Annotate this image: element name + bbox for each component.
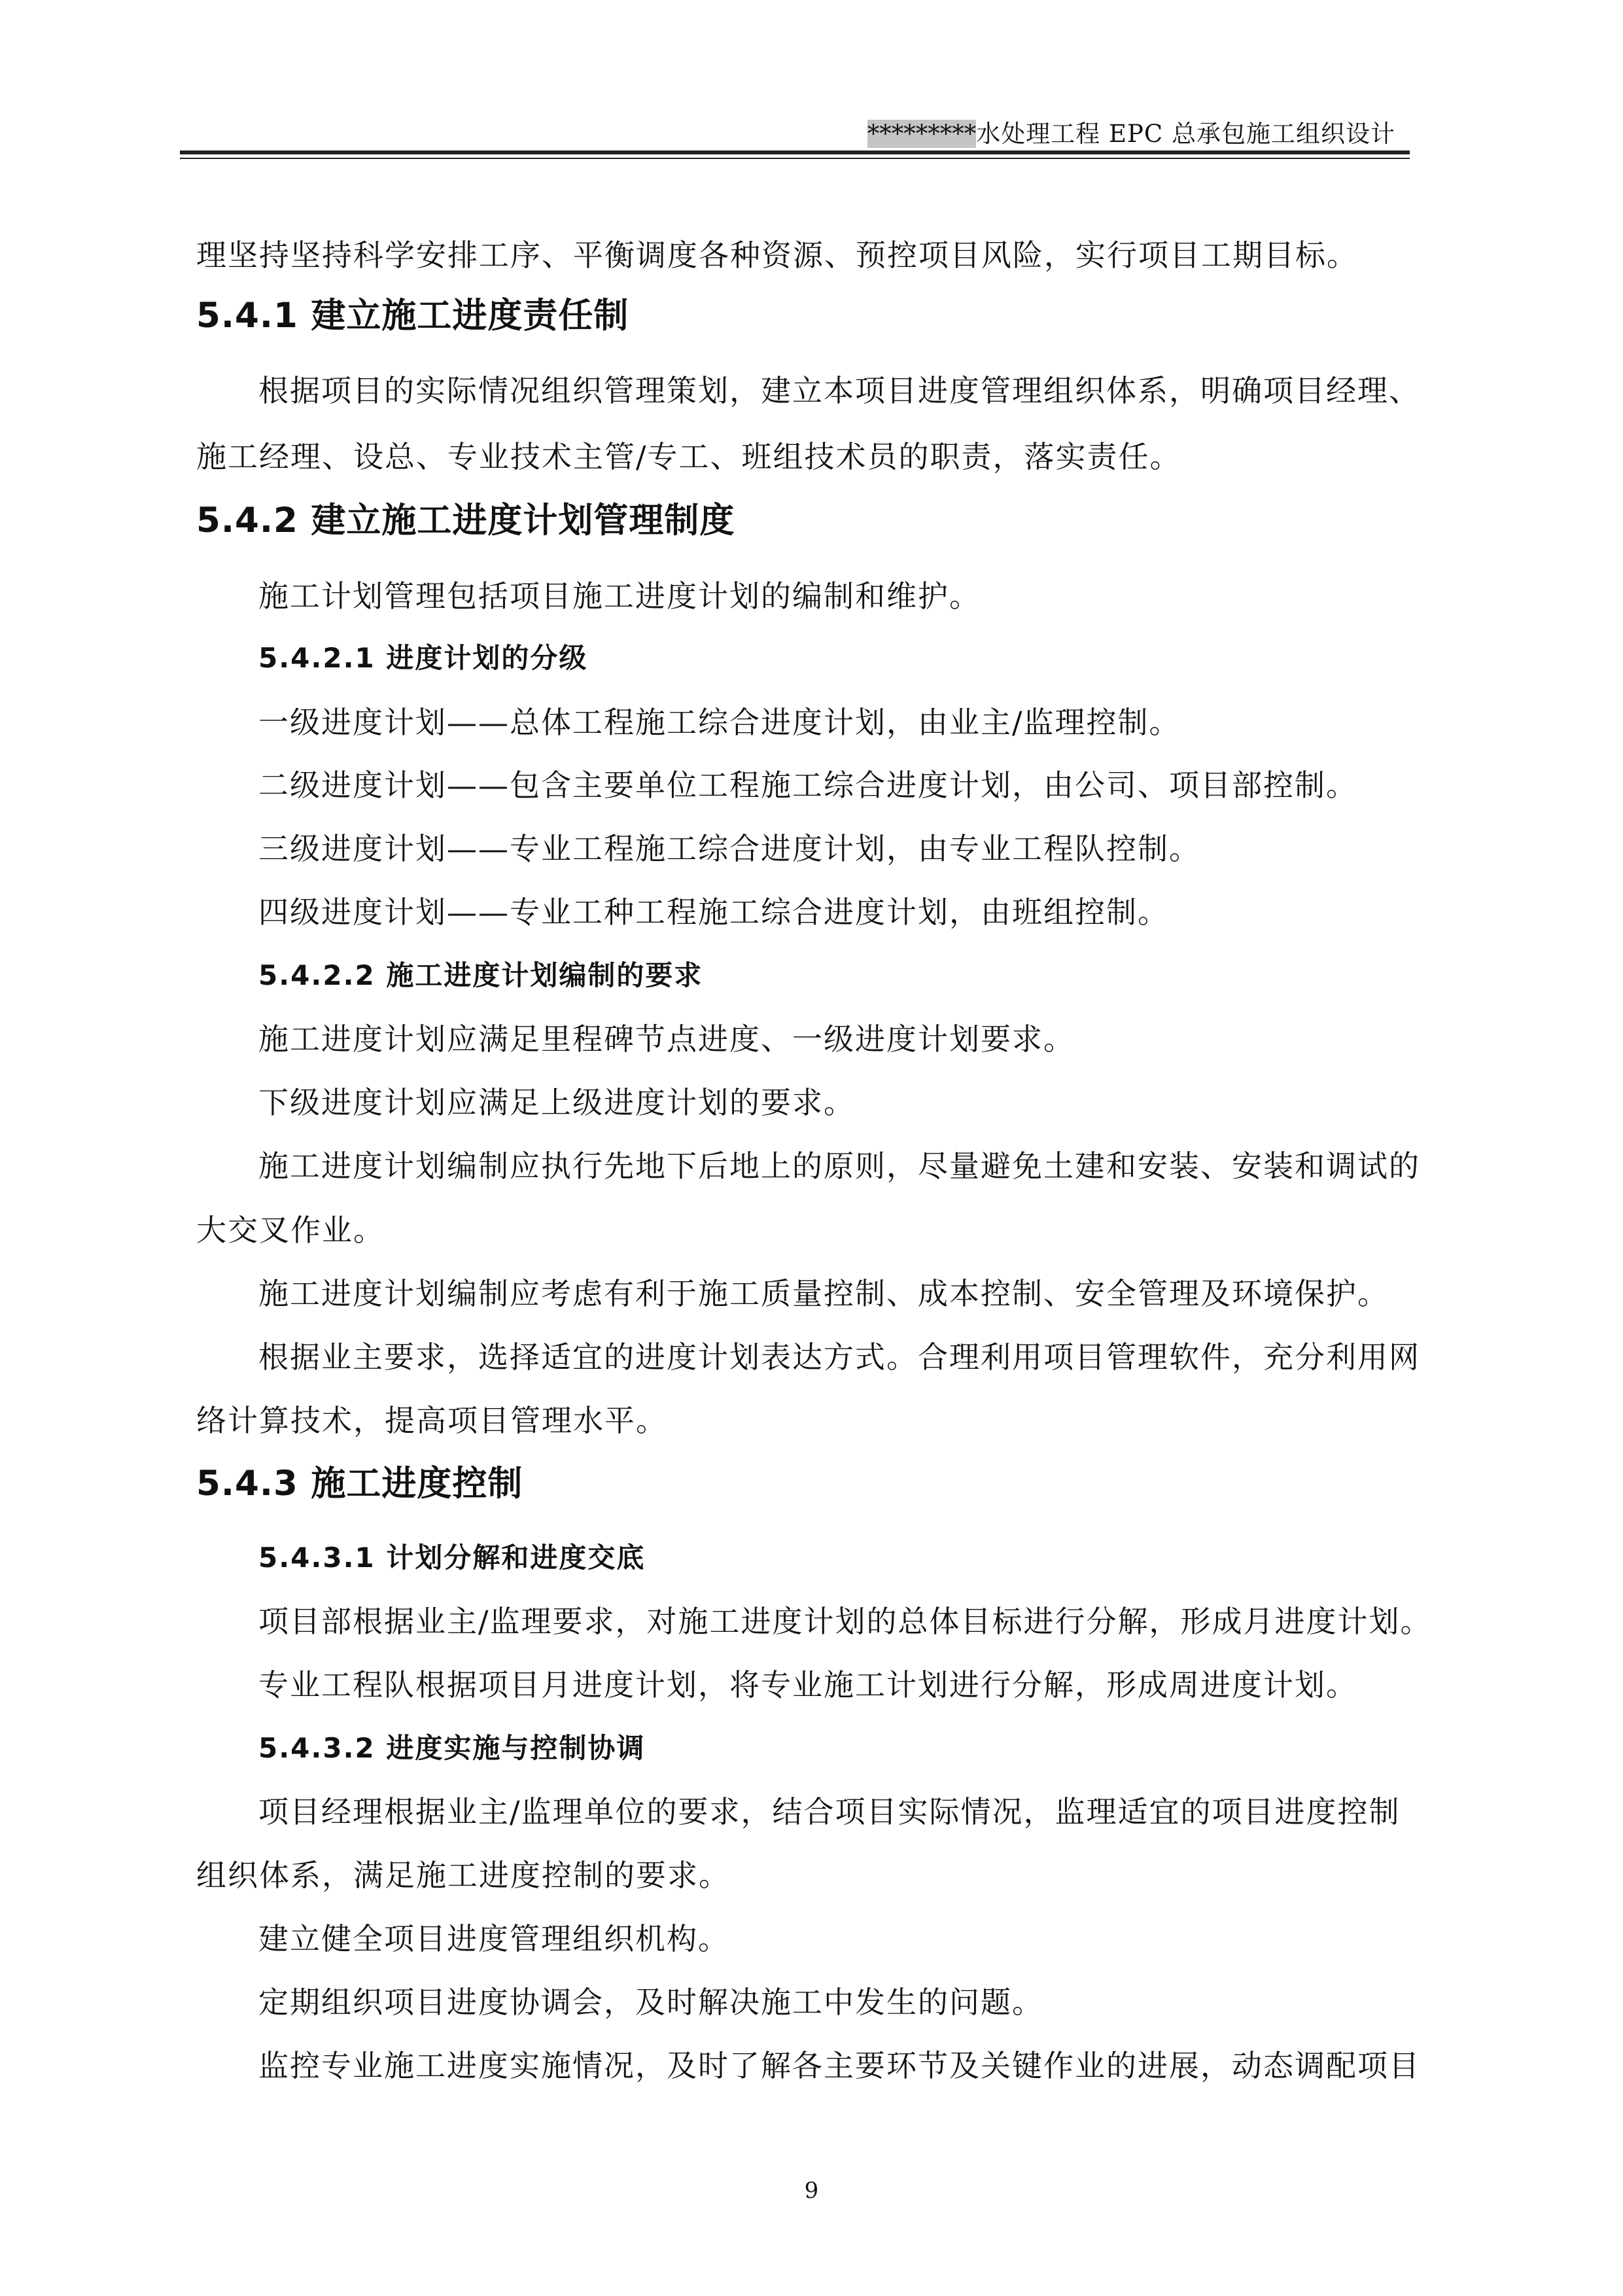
paragraph-line: 建立健全项目进度管理组织机构。: [258, 1921, 729, 1956]
paragraph-line: 组织体系，满足施工进度控制的要求。: [196, 1858, 730, 1893]
paragraph-line: 专业工程队根据项目月进度计划，将专业施工计划进行分解，形成周进度计划。: [258, 1667, 1357, 1703]
paragraph-line: 三级进度计划——专业工程施工综合进度计划，由专业工程队控制。: [258, 831, 1200, 866]
heading-5-4-1: 5.4.1 建立施工进度责任制: [196, 296, 629, 336]
paragraph-line: 四级进度计划——专业工种工程施工综合进度计划，由班组控制。: [258, 894, 1169, 930]
paragraph-line: 一级进度计划——总体工程施工综合进度计划，由业主/监理控制。: [258, 705, 1181, 740]
page-header: [180, 110, 1410, 149]
header-rule-thin: [180, 158, 1410, 159]
header-rule-thick: [180, 150, 1410, 154]
page-number: 9: [804, 2178, 819, 2204]
header-redaction: *********: [867, 120, 977, 148]
heading-5-4-2-1: 5.4.2.1 进度计划的分级: [258, 642, 588, 674]
heading-5-4-3-1: 5.4.3.1 计划分解和进度交底: [258, 1542, 646, 1574]
paragraph-line: 项目部根据业主/监理要求，对施工进度计划的总体目标进行分解，形成月进度计划。: [258, 1604, 1432, 1639]
header-title: [867, 114, 1395, 149]
paragraph-line: 施工经理、设总、专业技术主管/专工、班组技术员的职责，落实责任。: [196, 439, 1181, 474]
heading-5-4-2: 5.4.2 建立施工进度计划管理制度: [196, 501, 735, 540]
paragraph-line: 络计算技术，提高项目管理水平。: [196, 1403, 667, 1438]
heading-5-4-3: 5.4.3 施工进度控制: [196, 1464, 523, 1504]
paragraph-line: 项目经理根据业主/监理单位的要求，结合项目实际情况，监理适宜的项目进度控制: [258, 1794, 1401, 1829]
paragraph-line: 监控专业施工进度实施情况，及时了解各主要环节及关键作业的进展，动态调配项目: [258, 2048, 1420, 2083]
paragraph-line: 施工进度计划编制应考虑有利于施工质量控制、成本控制、安全管理及环境保护。: [258, 1276, 1389, 1311]
paragraph-line: 二级进度计划——包含主要单位工程施工综合进度计划，由公司、项目部控制。: [258, 768, 1357, 803]
heading-5-4-2-2: 5.4.2.2 施工进度计划编制的要求: [258, 959, 703, 991]
paragraph-line: 施工进度计划应满足里程碑节点进度、一级进度计划要求。: [258, 1021, 1075, 1057]
heading-5-4-3-2: 5.4.3.2 进度实施与控制协调: [258, 1732, 646, 1764]
paragraph-line: 定期组织项目进度协调会，及时解决施工中发生的问题。: [258, 1985, 1043, 2020]
paragraph-line: 下级进度计划应满足上级进度计划的要求。: [258, 1085, 855, 1120]
paragraph-line: 施工进度计划编制应执行先地下后地上的原则，尽量避免土建和安装、安装和调试的: [258, 1148, 1420, 1184]
paragraph-intro: 理坚持坚持科学安排工序、平衡调度各种资源、预控项目风险，实行项目工期目标。: [196, 238, 1358, 273]
paragraph-line: 大交叉作业。: [196, 1212, 385, 1248]
paragraph-line: 根据项目的实际情况组织管理策划，建立本项目进度管理组织体系，明确项目经理、: [258, 373, 1420, 408]
paragraph-line: 施工计划管理包括项目施工进度计划的编制和维护。: [258, 578, 981, 614]
paragraph-line: 根据业主要求，选择适宜的进度计划表达方式。合理利用项目管理软件，充分利用网: [258, 1339, 1420, 1375]
header-document-title: 水处理工程 EPC 总承包施工组织设计: [976, 120, 1395, 148]
